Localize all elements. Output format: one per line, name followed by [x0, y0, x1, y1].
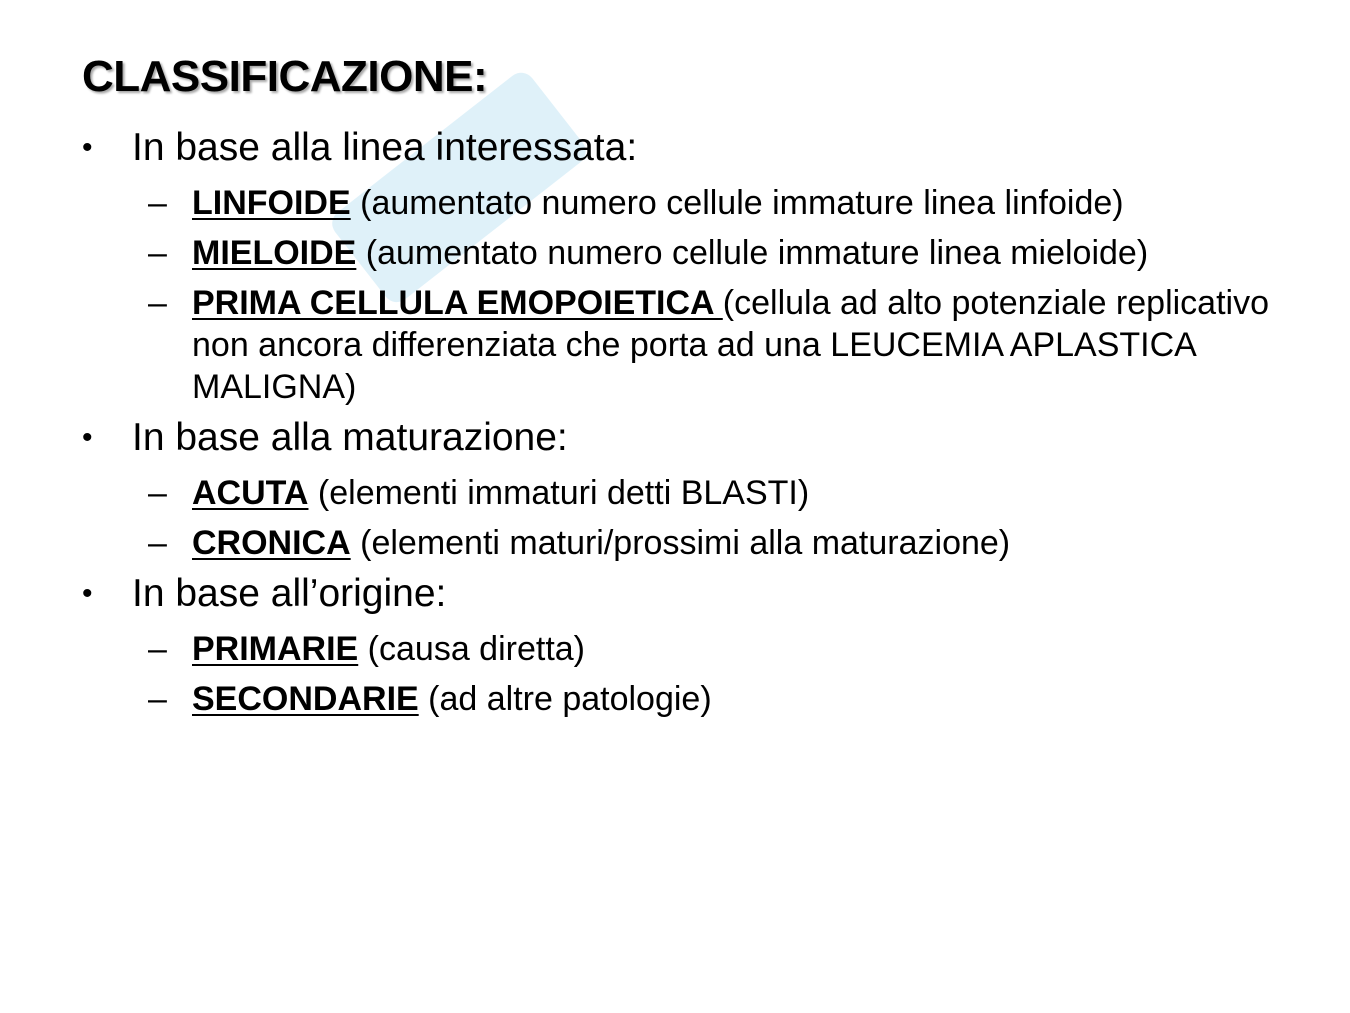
keyword: PRIMARIE — [192, 630, 359, 668]
sub-item — [82, 628, 1302, 670]
keyword: SECONDARIE — [192, 680, 419, 718]
section-linea — [82, 122, 1302, 408]
sub-item — [82, 522, 1302, 564]
sub-item — [82, 182, 1302, 224]
bullet-item — [82, 568, 1302, 620]
sub-item — [82, 678, 1302, 720]
dash-icon: – — [148, 234, 167, 272]
keyword: MIELOIDE — [192, 234, 357, 272]
dash-icon: – — [148, 284, 167, 322]
item-text: (aumentato numero cellule immature linea linfoide) — [350, 184, 1124, 222]
section-origine — [82, 568, 1302, 720]
dash-icon: – — [148, 474, 167, 512]
dash-icon: – — [148, 630, 167, 668]
section-heading: In base alla maturazione: — [132, 416, 568, 459]
section-heading: In base all’origine: — [132, 572, 447, 615]
section-maturazione — [82, 412, 1302, 564]
item-text: (elementi maturi/prossimi alla maturazione) — [350, 524, 1011, 562]
keyword: CRONICA — [192, 524, 351, 562]
slide-title: CLASSIFICAZIONE: — [82, 52, 488, 101]
section-heading: In base alla linea interessata: — [132, 126, 638, 169]
bullet-icon: • — [82, 131, 93, 164]
keyword: ACUTA — [192, 474, 309, 512]
item-text: (causa diretta) — [358, 630, 585, 668]
item-text: (elementi immaturi detti BLASTI) — [308, 474, 810, 512]
sub-item — [82, 472, 1302, 514]
item-text: (aumentato numero cellule immature linea mieloide) — [356, 234, 1149, 272]
keyword: PRIMA CELLULA EMOPOIETICA — [192, 284, 723, 322]
dash-icon: – — [148, 184, 167, 222]
dash-icon: – — [148, 680, 167, 718]
bullet-item — [82, 412, 1302, 464]
sub-item — [82, 282, 1302, 408]
bullet-item — [82, 122, 1302, 174]
item-text: (ad altre patologie) — [418, 680, 712, 718]
slide-content — [82, 122, 1302, 724]
sub-item — [82, 232, 1302, 274]
keyword: LINFOIDE — [192, 184, 351, 222]
item-text: (cellula ad alto potenziale replicativo non ancora differenziata che porta ad una LEUCEMIA APLASTICA MALIGNA) — [192, 284, 1269, 406]
bullet-icon: • — [82, 421, 93, 454]
dash-icon: – — [148, 524, 167, 562]
bullet-icon: • — [82, 577, 93, 610]
